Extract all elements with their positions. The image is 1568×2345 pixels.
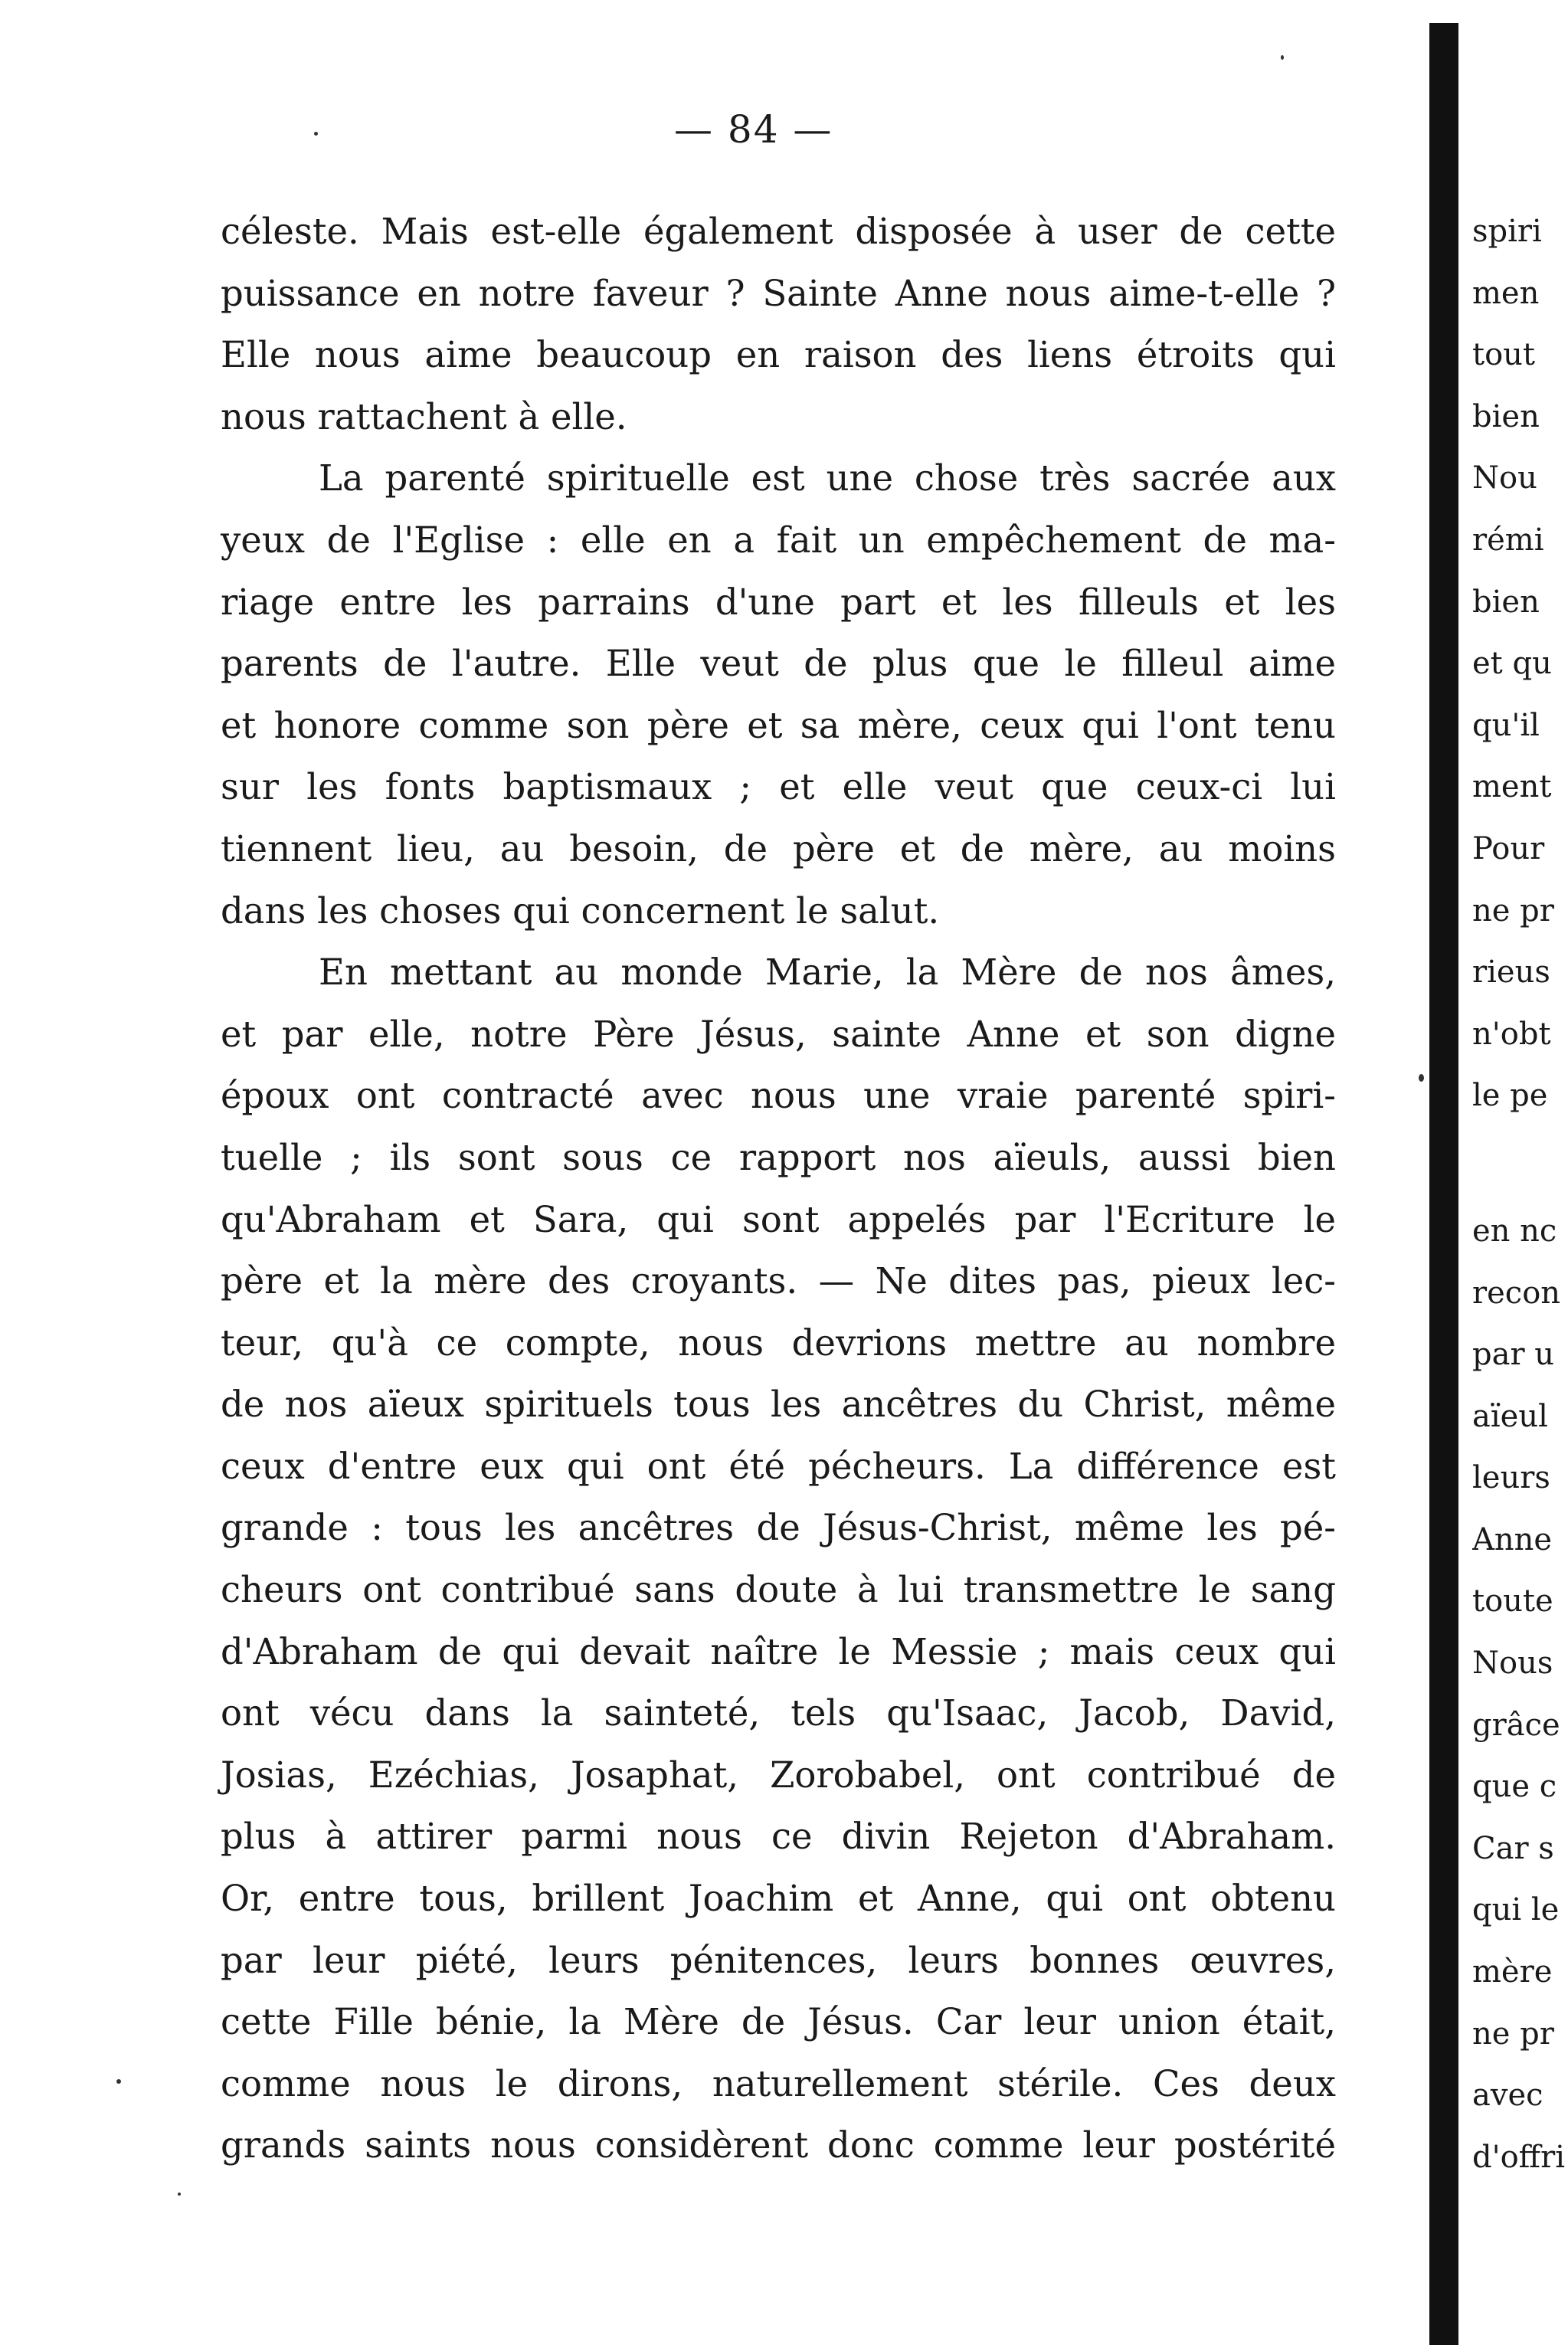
fragment-line: qui le xyxy=(1472,1892,1560,1928)
text-line: dans les choses qui concernent le salut. xyxy=(221,889,940,932)
fragment-line: rieus xyxy=(1472,955,1550,991)
text-line: d'Abraham de qui devait naître le Messie ; mais ceux qui xyxy=(221,1630,1336,1672)
fragment-line: grâce xyxy=(1472,1707,1560,1743)
fragment-line: Nous xyxy=(1472,1646,1553,1682)
fragment-line: le pe xyxy=(1472,1078,1548,1114)
fragment-line: Pour xyxy=(1472,830,1545,866)
fragment-line: aïeul xyxy=(1472,1398,1548,1434)
fragment-line: men xyxy=(1472,275,1540,311)
text-line: yeux de l'Eglise : elle en a fait un empêchement de ma- xyxy=(221,519,1336,561)
text-line: nous rattachent à elle. xyxy=(221,395,627,437)
fragment-line: ment xyxy=(1472,769,1552,805)
page-number: — 84 — xyxy=(674,107,833,152)
text-line: Elle nous aime beaucoup en raison des liens étroits qui xyxy=(221,334,1336,376)
fragment-line: d'offri xyxy=(1472,2139,1566,2175)
paragraph-2 xyxy=(221,447,1336,942)
fragment-line: qu'il xyxy=(1472,707,1540,743)
scan-speck xyxy=(314,132,318,136)
text-line: ont vécu dans la sainteté, tels qu'Isaac, Jacob, David, xyxy=(221,1692,1336,1734)
text-line: cette Fille bénie, la Mère de Jésus. Car leur union était, xyxy=(221,2001,1336,2043)
text-line: Or, entre tous, brillent Joachim et Anne, qui ont obtenu xyxy=(221,1878,1336,1920)
fragment-line: bien xyxy=(1472,584,1540,620)
text-line: En mettant au monde Marie, la Mère de nos âmes, xyxy=(319,951,1336,994)
fragment-line: n'obt xyxy=(1472,1016,1551,1052)
fragment-line: par u xyxy=(1472,1337,1555,1373)
text-line: sur les fonts baptismaux ; et elle veut que ceux-ci lui xyxy=(221,766,1336,808)
text-line: père et la mère des croyants. — Ne dites pas, pieux lec- xyxy=(221,1260,1336,1302)
paragraph-1 xyxy=(221,201,1336,447)
fragment-line: Car s xyxy=(1472,1830,1554,1866)
fragment-line: que c xyxy=(1472,1769,1557,1805)
text-line: comme nous le dirons, naturellement stérile. Ces deux xyxy=(221,2062,1336,2104)
text-line: ceux d'entre eux qui ont été pécheurs. La différence est xyxy=(221,1445,1336,1487)
fragment-line: mère xyxy=(1472,1954,1553,1990)
fragment-line: rémi xyxy=(1472,522,1544,558)
text-line: cheurs ont contribué sans doute à lui transmettre le sang xyxy=(221,1569,1336,1611)
scan-speck xyxy=(1419,1074,1424,1082)
text-line: parents de l'autre. Elle veut de plus que le filleul aime xyxy=(221,643,1336,685)
text-line: tiennent lieu, au besoin, de père et de mère, au moins xyxy=(221,827,1336,870)
fragment-line: avec xyxy=(1472,2078,1543,2114)
text-line: par leur piété, leurs pénitences, leurs bonnes œuvres, xyxy=(221,1939,1336,1981)
fragment-line: tout xyxy=(1472,337,1535,373)
text-line: qu'Abraham et Sara, qui sont appelés par l'Ecriture le xyxy=(221,1198,1336,1240)
fragment-line: leurs xyxy=(1472,1460,1550,1496)
body-text xyxy=(221,201,1336,2176)
text-line: Josias, Ezéchias, Josaphat, Zorobabel, ont contribué de xyxy=(221,1754,1336,1796)
scan-speck xyxy=(116,2079,121,2084)
paragraph-3 xyxy=(221,942,1336,2176)
text-line: et honore comme son père et sa mère, ceux qui l'ont tenu xyxy=(221,704,1336,746)
scan-speck xyxy=(178,2193,181,2196)
text-line: et par elle, notre Père Jésus, sainte Anne et son digne xyxy=(221,1013,1336,1055)
fragment-line: spiri xyxy=(1472,214,1542,249)
text-line: époux ont contracté avec nous une vraie parenté spiri- xyxy=(221,1075,1336,1117)
text-line: puissance en notre faveur ? Sainte Anne nous aime-t-elle ? xyxy=(221,272,1336,314)
facing-page-fragment xyxy=(1472,201,1568,2188)
fragment-line: ne pr xyxy=(1472,892,1554,929)
text-line: grands saints nous considèrent donc comme leur postérité xyxy=(221,2124,1336,2167)
text-line: La parenté spirituelle est une chose très sacrée aux xyxy=(319,457,1336,499)
paragraph-gap xyxy=(1472,1127,1568,1200)
fragment-line: et qu xyxy=(1472,646,1552,682)
text-line: de nos aïeux spirituels tous les ancêtres du Christ, même xyxy=(221,1384,1336,1426)
scan-speck xyxy=(1281,55,1284,60)
fragment-line: Anne xyxy=(1472,1521,1553,1557)
binding-gutter xyxy=(1429,23,1458,2345)
text-line: plus à attirer parmi nous ce divin Rejeton d'Abraham. xyxy=(221,1816,1336,1858)
fragment-line: toute xyxy=(1472,1584,1553,1620)
text-line: tuelle ; ils sont sous ce rapport nos aïeuls, aussi bien xyxy=(221,1136,1336,1178)
fragment-line: recon xyxy=(1472,1275,1561,1311)
text-line: teur, qu'à ce compte, nous devrions mettre au nombre xyxy=(221,1322,1336,1364)
fragment-line: bien xyxy=(1472,398,1540,434)
fragment-line: ne pr xyxy=(1472,2016,1554,2052)
text-line: grande : tous les ancêtres de Jésus-Christ, même les pé- xyxy=(221,1507,1336,1549)
fragment-line: en nc xyxy=(1472,1213,1557,1249)
fragment-line: Nou xyxy=(1472,460,1537,496)
text-line: riage entre les parrains d'une part et les filleuls et les xyxy=(221,581,1336,623)
text-line: céleste. Mais est-elle également disposée à user de cette xyxy=(221,211,1336,252)
